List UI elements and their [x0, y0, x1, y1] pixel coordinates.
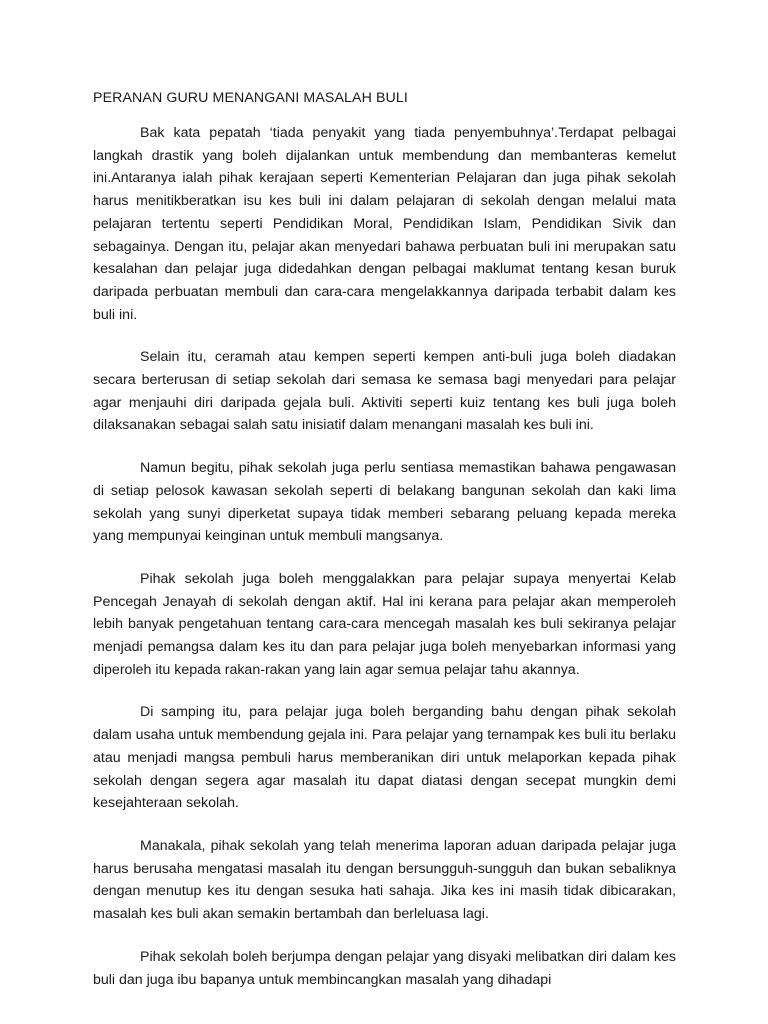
document-page	[93, 87, 676, 1011]
paragraph-5: Di samping itu, para pelajar juga boleh berganding bahu dengan pihak sekolah dalam usaha untuk membendung gejala ini. Para pelajar yang ternampak kes buli itu berlaku atau menjadi mangsa pembuli harus memberanikan diri untuk melaporkan kepada pihak sekolah dengan segera agar masalah itu dapat diatasi dengan secepat mungkin demi kesejahteraan sekolah.	[93, 704, 676, 812]
document-title: PERANAN GURU MENANGANI MASALAH BULI	[93, 90, 408, 106]
paragraph-7: Pihak sekolah boleh berjumpa dengan pelajar yang disyaki melibatkan diri dalam kes buli dan juga ibu bapanya untuk membincangkan masalah yang dihadapi	[93, 948, 676, 988]
paragraph-1: Bak kata pepatah ‘tiada penyakit yang tiada penyembuhnya’.Terdapat pelbagai langkah drastik yang boleh dijalankan untuk membendung dan membanteras kemelut ini.Antaranya ialah pihak kerajaan seperti Kementerian Pelajaran dan juga pihak sekolah harus menitikberatkan isu kes buli ini dalam pelajaran di sekolah dengan melalui mata pelajaran tertentu seperti Pendidikan Moral, Pendidikan Islam, Pendidikan Sivik dan sebagainya. Dengan itu, pelajar akan menyedari bahawa perbuatan buli ini merupakan satu kesalahan dan pelajar juga didedahkan dengan pelbagai maklumat tentang kesan buruk daripada perbuatan membuli dan cara-cara mengelakkannya daripada terbabit dalam kes buli ini.	[93, 125, 676, 323]
paragraph-3: Namun begitu, pihak sekolah juga perlu sentiasa memastikan bahawa pengawasan di setiap pelosok kawasan sekolah seperti di belakang bangunan sekolah dan kaki lima sekolah yang sunyi diperketat supaya tidak memberi sebarang peluang kepada mereka yang mempunyai keinginan untuk membuli mangsanya.	[93, 460, 676, 545]
paragraph-2: Selain itu, ceramah atau kempen seperti kempen anti-buli juga boleh diadakan secara berterusan di setiap sekolah dari semasa ke semasa bagi menyedari para pelajar agar menjauhi diri daripada gejala buli. Aktiviti seperti kuiz tentang kes buli juga boleh dilaksanakan sebagai salah satu inisiatif dalam menangani masalah kes buli ini.	[93, 349, 676, 434]
paragraph-6: Manakala, pihak sekolah yang telah menerima laporan aduan daripada pelajar juga harus berusaha mengatasi masalah itu dengan bersungguh-sungguh dan bukan sebaliknya dengan menutup kes itu dengan sesuka hati sahaja. Jika kes ini masih tidak dibicarakan, masalah kes buli akan semakin bertambah dan berleluasa lagi.	[93, 837, 676, 923]
paragraph-4: Pihak sekolah juga boleh menggalakkan para pelajar supaya menyertai Kelab Pencegah Jenayah di sekolah dengan aktif. Hal ini kerana para pelajar akan memperoleh lebih banyak pengetahuan tentang cara-cara mencegah masalah kes buli sekiranya pelajar menjadi pemangsa dalam kes itu dan para pelajar juga boleh menyebarkan informasi yang diperoleh itu kepada rakan-rakan yang lain agar semua pelajar tahu akannya.	[93, 570, 676, 678]
